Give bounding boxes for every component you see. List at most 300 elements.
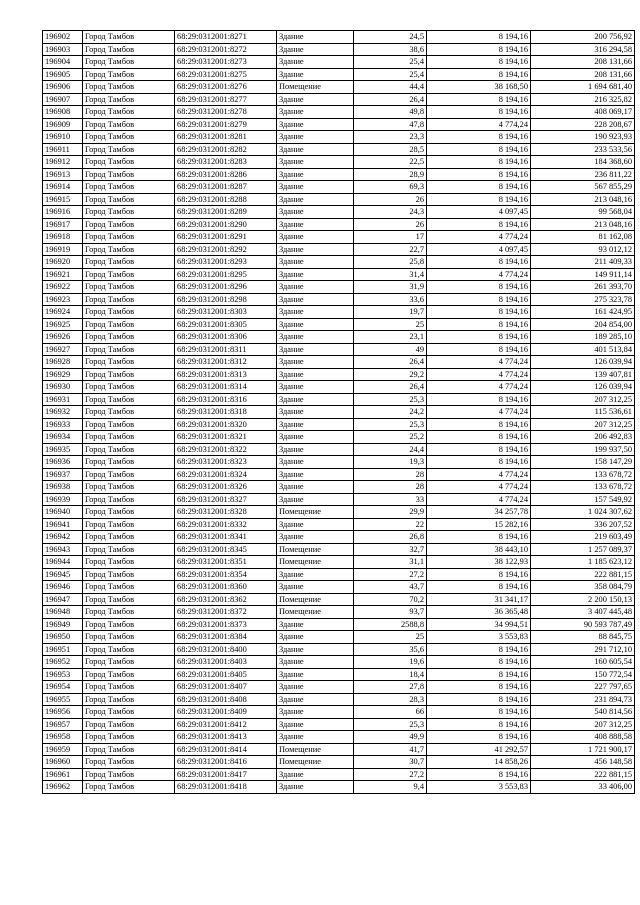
cadastral-cost-cell: 316 294,58 — [531, 43, 635, 56]
table-row — [43, 31, 635, 44]
row-id-cell: 196920 — [43, 256, 83, 269]
row-id-cell: 196946 — [43, 581, 83, 594]
object-type-cell: Здание — [277, 431, 354, 444]
object-type-cell: Здание — [277, 118, 354, 131]
object-type-cell: Здание — [277, 418, 354, 431]
object-type-cell: Здание — [277, 318, 354, 331]
unit-cost-cell: 4 097,45 — [427, 243, 531, 256]
cadastral-number-cell: 68:29:0312001:8316 — [175, 393, 277, 406]
cadastral-cost-cell: 93 012,12 — [531, 243, 635, 256]
area-cell: 27,2 — [354, 768, 427, 781]
object-type-cell: Здание — [277, 531, 354, 544]
cadastral-cost-cell: 208 131,66 — [531, 68, 635, 81]
table-row — [43, 318, 635, 331]
city-cell: Город Тамбов — [83, 93, 175, 106]
cadastral-number-cell: 68:29:0312001:8287 — [175, 181, 277, 194]
table-row — [43, 43, 635, 56]
cadastral-cost-cell: 139 407,81 — [531, 368, 635, 381]
cadastral-table — [42, 30, 635, 794]
cadastral-number-cell: 68:29:0312001:8332 — [175, 518, 277, 531]
cadastral-number-cell: 68:29:0312001:8290 — [175, 218, 277, 231]
table-row — [43, 768, 635, 781]
object-type-cell: Здание — [277, 643, 354, 656]
city-cell: Город Тамбов — [83, 493, 175, 506]
table-row — [43, 106, 635, 119]
area-cell: 43,7 — [354, 581, 427, 594]
city-cell: Город Тамбов — [83, 68, 175, 81]
city-cell: Город Тамбов — [83, 368, 175, 381]
cadastral-cost-cell: 236 811,22 — [531, 168, 635, 181]
table-row — [43, 781, 635, 794]
cadastral-number-cell: 68:29:0312001:8293 — [175, 256, 277, 269]
table-row — [43, 206, 635, 219]
city-cell: Город Тамбов — [83, 243, 175, 256]
area-cell: 25,3 — [354, 418, 427, 431]
city-cell: Город Тамбов — [83, 168, 175, 181]
cadastral-number-cell: 68:29:0312001:8276 — [175, 81, 277, 94]
row-id-cell: 196943 — [43, 543, 83, 556]
row-id-cell: 196912 — [43, 156, 83, 169]
city-cell: Город Тамбов — [83, 618, 175, 631]
city-cell: Город Тамбов — [83, 593, 175, 606]
row-id-cell: 196947 — [43, 593, 83, 606]
row-id-cell: 196908 — [43, 106, 83, 119]
object-type-cell: Здание — [277, 481, 354, 494]
table-row — [43, 193, 635, 206]
city-cell: Город Тамбов — [83, 118, 175, 131]
cadastral-cost-cell: 1 185 623,12 — [531, 556, 635, 569]
table-row — [43, 406, 635, 419]
object-type-cell: Здание — [277, 56, 354, 69]
city-cell: Город Тамбов — [83, 581, 175, 594]
object-type-cell: Здание — [277, 131, 354, 144]
cadastral-number-cell: 68:29:0312001:8279 — [175, 118, 277, 131]
unit-cost-cell: 8 194,16 — [427, 281, 531, 294]
unit-cost-cell: 8 194,16 — [427, 681, 531, 694]
row-id-cell: 196922 — [43, 281, 83, 294]
city-cell: Город Тамбов — [83, 256, 175, 269]
city-cell: Город Тамбов — [83, 56, 175, 69]
unit-cost-cell: 8 194,16 — [427, 668, 531, 681]
unit-cost-cell: 8 194,16 — [427, 643, 531, 656]
row-id-cell: 196916 — [43, 206, 83, 219]
table-row — [43, 756, 635, 769]
unit-cost-cell: 8 194,16 — [427, 393, 531, 406]
area-cell: 31,4 — [354, 268, 427, 281]
row-id-cell: 196911 — [43, 143, 83, 156]
unit-cost-cell: 38 168,50 — [427, 81, 531, 94]
cadastral-number-cell: 68:29:0312001:8288 — [175, 193, 277, 206]
city-cell: Город Тамбов — [83, 131, 175, 144]
city-cell: Город Тамбов — [83, 631, 175, 644]
table-row — [43, 431, 635, 444]
table-row — [43, 618, 635, 631]
unit-cost-cell: 38 443,10 — [427, 543, 531, 556]
city-cell: Город Тамбов — [83, 756, 175, 769]
cadastral-number-cell: 68:29:0312001:8345 — [175, 543, 277, 556]
row-id-cell: 196903 — [43, 43, 83, 56]
object-type-cell: Здание — [277, 68, 354, 81]
city-cell: Город Тамбов — [83, 781, 175, 794]
unit-cost-cell: 8 194,16 — [427, 181, 531, 194]
cadastral-cost-cell: 207 312,25 — [531, 418, 635, 431]
table-row — [43, 393, 635, 406]
object-type-cell: Здание — [277, 256, 354, 269]
cadastral-cost-cell: 81 162,08 — [531, 231, 635, 244]
table-row — [43, 56, 635, 69]
city-cell: Город Тамбов — [83, 31, 175, 44]
row-id-cell: 196932 — [43, 406, 83, 419]
unit-cost-cell: 8 194,16 — [427, 106, 531, 119]
object-type-cell: Здание — [277, 93, 354, 106]
unit-cost-cell: 31 341,17 — [427, 593, 531, 606]
row-id-cell: 196904 — [43, 56, 83, 69]
cadastral-cost-cell: 358 084,79 — [531, 581, 635, 594]
object-type-cell: Помещение — [277, 81, 354, 94]
cadastral-cost-cell: 161 424,95 — [531, 306, 635, 319]
cadastral-number-cell: 68:29:0312001:8416 — [175, 756, 277, 769]
object-type-cell: Здание — [277, 631, 354, 644]
object-type-cell: Здание — [277, 206, 354, 219]
object-type-cell: Здание — [277, 331, 354, 344]
table-row — [43, 356, 635, 369]
area-cell: 33,6 — [354, 293, 427, 306]
cadastral-number-cell: 68:29:0312001:8400 — [175, 643, 277, 656]
city-cell: Город Тамбов — [83, 768, 175, 781]
row-id-cell: 196958 — [43, 731, 83, 744]
area-cell: 26 — [354, 193, 427, 206]
cadastral-cost-cell: 126 039,94 — [531, 356, 635, 369]
cadastral-number-cell: 68:29:0312001:8414 — [175, 743, 277, 756]
cadastral-number-cell: 68:29:0312001:8286 — [175, 168, 277, 181]
table-row — [43, 706, 635, 719]
area-cell: 24,3 — [354, 206, 427, 219]
cadastral-number-cell: 68:29:0312001:8372 — [175, 606, 277, 619]
unit-cost-cell: 8 194,16 — [427, 318, 531, 331]
row-id-cell: 196939 — [43, 493, 83, 506]
area-cell: 24,4 — [354, 443, 427, 456]
row-id-cell: 196953 — [43, 668, 83, 681]
city-cell: Город Тамбов — [83, 343, 175, 356]
object-type-cell: Здание — [277, 343, 354, 356]
row-id-cell: 196926 — [43, 331, 83, 344]
object-type-cell: Помещение — [277, 756, 354, 769]
city-cell: Город Тамбов — [83, 481, 175, 494]
row-id-cell: 196956 — [43, 706, 83, 719]
area-cell: 47,8 — [354, 118, 427, 131]
unit-cost-cell: 8 194,16 — [427, 218, 531, 231]
table-row — [43, 568, 635, 581]
area-cell: 38,6 — [354, 43, 427, 56]
unit-cost-cell: 8 194,16 — [427, 293, 531, 306]
area-cell: 17 — [354, 231, 427, 244]
table-row — [43, 181, 635, 194]
city-cell: Город Тамбов — [83, 406, 175, 419]
cadastral-number-cell: 68:29:0312001:8327 — [175, 493, 277, 506]
cadastral-number-cell: 68:29:0312001:8328 — [175, 506, 277, 519]
city-cell: Город Тамбов — [83, 268, 175, 281]
table-row — [43, 293, 635, 306]
cadastral-cost-cell: 160 605,54 — [531, 656, 635, 669]
table-row — [43, 131, 635, 144]
area-cell: 70,2 — [354, 593, 427, 606]
cadastral-cost-cell: 206 492,83 — [531, 431, 635, 444]
object-type-cell: Помещение — [277, 506, 354, 519]
cadastral-number-cell: 68:29:0312001:8403 — [175, 656, 277, 669]
cadastral-cost-cell: 216 325,82 — [531, 93, 635, 106]
row-id-cell: 196905 — [43, 68, 83, 81]
table-row — [43, 593, 635, 606]
cadastral-number-cell: 68:29:0312001:8271 — [175, 31, 277, 44]
cadastral-number-cell: 68:29:0312001:8324 — [175, 468, 277, 481]
city-cell: Город Тамбов — [83, 206, 175, 219]
row-id-cell: 196909 — [43, 118, 83, 131]
city-cell: Город Тамбов — [83, 706, 175, 719]
object-type-cell: Здание — [277, 193, 354, 206]
row-id-cell: 196940 — [43, 506, 83, 519]
table-row — [43, 556, 635, 569]
cadastral-cost-cell: 408 888,58 — [531, 731, 635, 744]
cadastral-cost-cell: 291 712,10 — [531, 643, 635, 656]
unit-cost-cell: 8 194,16 — [427, 156, 531, 169]
table-row — [43, 281, 635, 294]
area-cell: 2588,8 — [354, 618, 427, 631]
row-id-cell: 196948 — [43, 606, 83, 619]
cadastral-number-cell: 68:29:0312001:8326 — [175, 481, 277, 494]
cadastral-number-cell: 68:29:0312001:8318 — [175, 406, 277, 419]
object-type-cell: Помещение — [277, 593, 354, 606]
cadastral-number-cell: 68:29:0312001:8408 — [175, 693, 277, 706]
area-cell: 93,7 — [354, 606, 427, 619]
city-cell: Город Тамбов — [83, 318, 175, 331]
unit-cost-cell: 14 858,26 — [427, 756, 531, 769]
city-cell: Город Тамбов — [83, 731, 175, 744]
row-id-cell: 196936 — [43, 456, 83, 469]
city-cell: Город Тамбов — [83, 643, 175, 656]
unit-cost-cell: 8 194,16 — [427, 331, 531, 344]
cadastral-cost-cell: 133 678,72 — [531, 481, 635, 494]
cadastral-number-cell: 68:29:0312001:8291 — [175, 231, 277, 244]
city-cell: Город Тамбов — [83, 556, 175, 569]
unit-cost-cell: 8 194,16 — [427, 43, 531, 56]
object-type-cell: Здание — [277, 156, 354, 169]
cadastral-cost-cell: 88 845,75 — [531, 631, 635, 644]
row-id-cell: 196928 — [43, 356, 83, 369]
cadastral-number-cell: 68:29:0312001:8292 — [175, 243, 277, 256]
table-row — [43, 156, 635, 169]
row-id-cell: 196957 — [43, 718, 83, 731]
unit-cost-cell: 8 194,16 — [427, 256, 531, 269]
cadastral-cost-cell: 222 881,15 — [531, 568, 635, 581]
cadastral-cost-cell: 33 406,00 — [531, 781, 635, 794]
unit-cost-cell: 36 365,48 — [427, 606, 531, 619]
unit-cost-cell: 8 194,16 — [427, 131, 531, 144]
area-cell: 23,1 — [354, 331, 427, 344]
area-cell: 41,7 — [354, 743, 427, 756]
area-cell: 25,8 — [354, 256, 427, 269]
table-row — [43, 668, 635, 681]
unit-cost-cell: 8 194,16 — [427, 56, 531, 69]
unit-cost-cell: 8 194,16 — [427, 731, 531, 744]
row-id-cell: 196949 — [43, 618, 83, 631]
cadastral-number-cell: 68:29:0312001:8413 — [175, 731, 277, 744]
area-cell: 29,9 — [354, 506, 427, 519]
area-cell: 44,4 — [354, 81, 427, 94]
cadastral-cost-cell: 200 756,92 — [531, 31, 635, 44]
object-type-cell: Здание — [277, 143, 354, 156]
city-cell: Город Тамбов — [83, 468, 175, 481]
cadastral-cost-cell: 199 937,50 — [531, 443, 635, 456]
area-cell: 31,1 — [354, 556, 427, 569]
object-type-cell: Здание — [277, 356, 354, 369]
cadastral-number-cell: 68:29:0312001:8305 — [175, 318, 277, 331]
unit-cost-cell: 4 097,45 — [427, 206, 531, 219]
city-cell: Город Тамбов — [83, 356, 175, 369]
object-type-cell: Здание — [277, 293, 354, 306]
table-row — [43, 606, 635, 619]
city-cell: Город Тамбов — [83, 668, 175, 681]
city-cell: Город Тамбов — [83, 381, 175, 394]
cadastral-number-cell: 68:29:0312001:8281 — [175, 131, 277, 144]
area-cell: 26 — [354, 218, 427, 231]
cadastral-cost-cell: 233 533,56 — [531, 143, 635, 156]
area-cell: 35,6 — [354, 643, 427, 656]
row-id-cell: 196944 — [43, 556, 83, 569]
unit-cost-cell: 4 774,24 — [427, 268, 531, 281]
area-cell: 25,4 — [354, 56, 427, 69]
area-cell: 19,3 — [354, 456, 427, 469]
cadastral-number-cell: 68:29:0312001:8273 — [175, 56, 277, 69]
area-cell: 27,8 — [354, 681, 427, 694]
unit-cost-cell: 38 122,93 — [427, 556, 531, 569]
cadastral-cost-cell: 213 048,16 — [531, 193, 635, 206]
object-type-cell: Помещение — [277, 543, 354, 556]
row-id-cell: 196962 — [43, 781, 83, 794]
area-cell: 23,3 — [354, 131, 427, 144]
object-type-cell: Здание — [277, 106, 354, 119]
object-type-cell: Здание — [277, 518, 354, 531]
city-cell: Город Тамбов — [83, 606, 175, 619]
area-cell: 25,4 — [354, 68, 427, 81]
city-cell: Город Тамбов — [83, 43, 175, 56]
object-type-cell: Помещение — [277, 606, 354, 619]
cadastral-cost-cell: 207 312,25 — [531, 393, 635, 406]
cadastral-cost-cell: 207 312,25 — [531, 718, 635, 731]
city-cell: Город Тамбов — [83, 181, 175, 194]
unit-cost-cell: 8 194,16 — [427, 581, 531, 594]
cadastral-cost-cell: 150 772,54 — [531, 668, 635, 681]
unit-cost-cell: 4 774,24 — [427, 481, 531, 494]
unit-cost-cell: 3 553,83 — [427, 631, 531, 644]
cadastral-number-cell: 68:29:0312001:8323 — [175, 456, 277, 469]
cadastral-cost-cell: 408 069,17 — [531, 106, 635, 119]
city-cell: Город Тамбов — [83, 681, 175, 694]
cadastral-number-cell: 68:29:0312001:8283 — [175, 156, 277, 169]
city-cell: Город Тамбов — [83, 156, 175, 169]
table-row — [43, 518, 635, 531]
area-cell: 69,3 — [354, 181, 427, 194]
city-cell: Город Тамбов — [83, 693, 175, 706]
unit-cost-cell: 15 282,16 — [427, 518, 531, 531]
cadastral-number-cell: 68:29:0312001:8409 — [175, 706, 277, 719]
table-row — [43, 418, 635, 431]
table-row — [43, 543, 635, 556]
unit-cost-cell: 8 194,16 — [427, 418, 531, 431]
city-cell: Город Тамбов — [83, 518, 175, 531]
object-type-cell: Здание — [277, 368, 354, 381]
unit-cost-cell: 4 774,24 — [427, 406, 531, 419]
cadastral-cost-cell: 115 536,61 — [531, 406, 635, 419]
object-type-cell: Здание — [277, 393, 354, 406]
row-id-cell: 196907 — [43, 93, 83, 106]
table-row — [43, 506, 635, 519]
city-cell: Город Тамбов — [83, 531, 175, 544]
cadastral-cost-cell: 149 911,14 — [531, 268, 635, 281]
cadastral-cost-cell: 231 894,73 — [531, 693, 635, 706]
row-id-cell: 196945 — [43, 568, 83, 581]
table-row — [43, 731, 635, 744]
cadastral-number-cell: 68:29:0312001:8405 — [175, 668, 277, 681]
table-row — [43, 656, 635, 669]
cadastral-number-cell: 68:29:0312001:8272 — [175, 43, 277, 56]
cadastral-number-cell: 68:29:0312001:8314 — [175, 381, 277, 394]
table-row — [43, 256, 635, 269]
area-cell: 28,5 — [354, 143, 427, 156]
cadastral-cost-cell: 219 603,49 — [531, 531, 635, 544]
area-cell: 22 — [354, 518, 427, 531]
unit-cost-cell: 8 194,16 — [427, 768, 531, 781]
unit-cost-cell: 8 194,16 — [427, 706, 531, 719]
cadastral-cost-cell: 3 407 445,48 — [531, 606, 635, 619]
object-type-cell: Здание — [277, 268, 354, 281]
row-id-cell: 196942 — [43, 531, 83, 544]
cadastral-number-cell: 68:29:0312001:8384 — [175, 631, 277, 644]
cadastral-cost-cell: 261 393,70 — [531, 281, 635, 294]
unit-cost-cell: 4 774,24 — [427, 356, 531, 369]
row-id-cell: 196960 — [43, 756, 83, 769]
cadastral-number-cell: 68:29:0312001:8320 — [175, 418, 277, 431]
city-cell: Город Тамбов — [83, 743, 175, 756]
cadastral-number-cell: 68:29:0312001:8321 — [175, 431, 277, 444]
unit-cost-cell: 8 194,16 — [427, 93, 531, 106]
unit-cost-cell: 4 774,24 — [427, 381, 531, 394]
row-id-cell: 196921 — [43, 268, 83, 281]
unit-cost-cell: 41 292,57 — [427, 743, 531, 756]
object-type-cell: Здание — [277, 243, 354, 256]
table-row — [43, 93, 635, 106]
table-row — [43, 143, 635, 156]
unit-cost-cell: 8 194,16 — [427, 443, 531, 456]
cadastral-number-cell: 68:29:0312001:8341 — [175, 531, 277, 544]
table-row — [43, 343, 635, 356]
row-id-cell: 196954 — [43, 681, 83, 694]
cadastral-number-cell: 68:29:0312001:8354 — [175, 568, 277, 581]
object-type-cell: Здание — [277, 618, 354, 631]
city-cell: Город Тамбов — [83, 231, 175, 244]
table-row — [43, 443, 635, 456]
cadastral-cost-cell: 99 568,04 — [531, 206, 635, 219]
table-row — [43, 81, 635, 94]
unit-cost-cell: 8 194,16 — [427, 531, 531, 544]
table-row — [43, 118, 635, 131]
city-cell: Город Тамбов — [83, 281, 175, 294]
area-cell: 18,4 — [354, 668, 427, 681]
row-id-cell: 196902 — [43, 31, 83, 44]
unit-cost-cell: 8 194,16 — [427, 568, 531, 581]
area-cell: 26,8 — [354, 531, 427, 544]
row-id-cell: 196950 — [43, 631, 83, 644]
cadastral-number-cell: 68:29:0312001:8277 — [175, 93, 277, 106]
